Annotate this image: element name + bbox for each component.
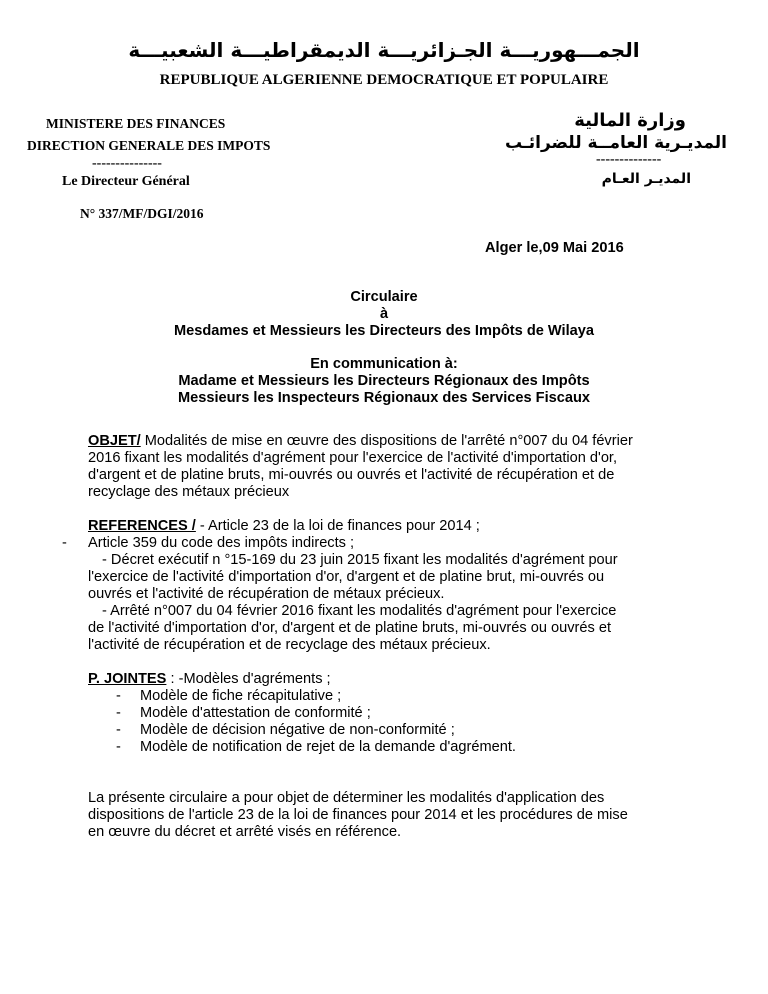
references-line-2: Article 359 du code des impôts indirects ; — [88, 535, 355, 551]
pj-item-4: Modèle de notification de rejet de la demande d'agrément. — [140, 739, 516, 755]
objet-line-2: 2016 fixant les modalités d'agrément pour l'exercice de l'activité d'importation d'or, — [88, 450, 618, 466]
references-line-4: l'exercice de l'activité d'importation d'or, d'argent et de platine brut, mi-ouvrés ou — [88, 569, 605, 585]
pj-dash-4: - — [116, 739, 121, 755]
objet-label: OBJET/ — [88, 433, 141, 449]
pj-dash-2: - — [116, 705, 121, 721]
arabic-director: المديـر العـام — [601, 171, 691, 187]
references-line-6: - Arrêté n°007 du 04 février 2016 fixant les modalités d'agrément pour l'exercice — [102, 603, 617, 619]
body-line-3: en œuvre du décret et arrêté visés en référence. — [88, 824, 402, 840]
pj-item-1: Modèle de fiche récapitulative ; — [140, 688, 342, 704]
objet-text-1: Modalités de mise en œuvre des dispositions de l'arrêté n°007 du 04 février — [140, 433, 633, 449]
pieces-jointes-line — [88, 671, 331, 688]
references-line-8: l'activité de récupération et de recyclage des métaux précieux. — [88, 637, 491, 653]
communication-inspectors: Messieurs les Inspecteurs Régionaux des Services Fiscaux — [177, 390, 591, 406]
ministry-label: MINISTERE DES FINANCES — [46, 116, 226, 131]
circular-number: N° 337/MF/DGI/2016 — [80, 206, 204, 221]
date-line: Alger le,09 Mai 2016 — [485, 240, 624, 256]
circular-title: Circulaire — [350, 289, 418, 305]
pieces-jointes-label: P. JOINTES — [88, 671, 167, 687]
pj-item-3: Modèle de décision négative de non-conformité ; — [140, 722, 455, 738]
references-text-1: - Article 23 de la loi de finances pour 2014 ; — [195, 518, 480, 534]
body-line-1: La présente circulaire a pour objet de déterminer les modalités d'application des — [88, 790, 605, 806]
pj-dash-3: - — [116, 722, 121, 738]
director-label: Le Directeur Général — [62, 174, 190, 189]
references-line-1 — [88, 518, 480, 535]
arabic-republic-title: الجمـــهوريـــة الجـزائريـــة الديمقراطيـــة الشعبيـــة — [128, 38, 640, 62]
objet-line-1 — [88, 433, 690, 450]
objet-line-4: recyclage des métaux précieux — [88, 484, 290, 500]
right-separator: -------------- — [596, 152, 662, 167]
pj-item-2: Modèle d'attestation de conformité ; — [140, 705, 371, 721]
references-line-7: de l'activité d'importation d'or, d'argent et de platine bruts, mi-ouvrés ou ouvrés et — [88, 620, 612, 636]
body-line-2: dispositions de l'article 23 de la loi de finances pour 2014 et les procédures de mise — [88, 807, 628, 823]
french-republic-title: REPUBLIQUE ALGERIENNE DEMOCRATIQUE ET POPULAIRE — [159, 72, 609, 88]
left-separator: --------------- — [92, 156, 162, 171]
addressee-a: à — [379, 306, 389, 322]
direction-label: DIRECTION GENERALE DES IMPOTS — [27, 138, 271, 153]
pieces-jointes-sep: : — [166, 671, 179, 687]
references-line-3: - Décret exécutif n °15-169 du 23 juin 2015 fixant les modalités d'agrément pour — [102, 552, 618, 568]
references-dash: - — [62, 535, 67, 551]
references-line-5: ouvrés et l'activité de récupération de métaux précieux. — [88, 586, 445, 602]
pj-dash-1: - — [116, 688, 121, 704]
pieces-jointes-first: -Modèles d'agréments ; — [178, 671, 331, 687]
communication-heading: En communication à: — [310, 356, 458, 372]
addressee-directors: Mesdames et Messieurs les Directeurs des Impôts de Wilaya — [173, 323, 595, 339]
arabic-direction: المديـرية العامــة للضرائـب — [504, 133, 727, 153]
arabic-ministry: وزارة المالية — [574, 110, 686, 131]
objet-line-3: d'argent et de platine bruts, mi-ouvrés ou ouvrés et l'activité de récupération et de — [88, 467, 615, 483]
references-label: REFERENCES / — [88, 518, 196, 534]
communication-regional-directors: Madame et Messieurs les Directeurs Régionaux des Impôts — [178, 373, 590, 389]
